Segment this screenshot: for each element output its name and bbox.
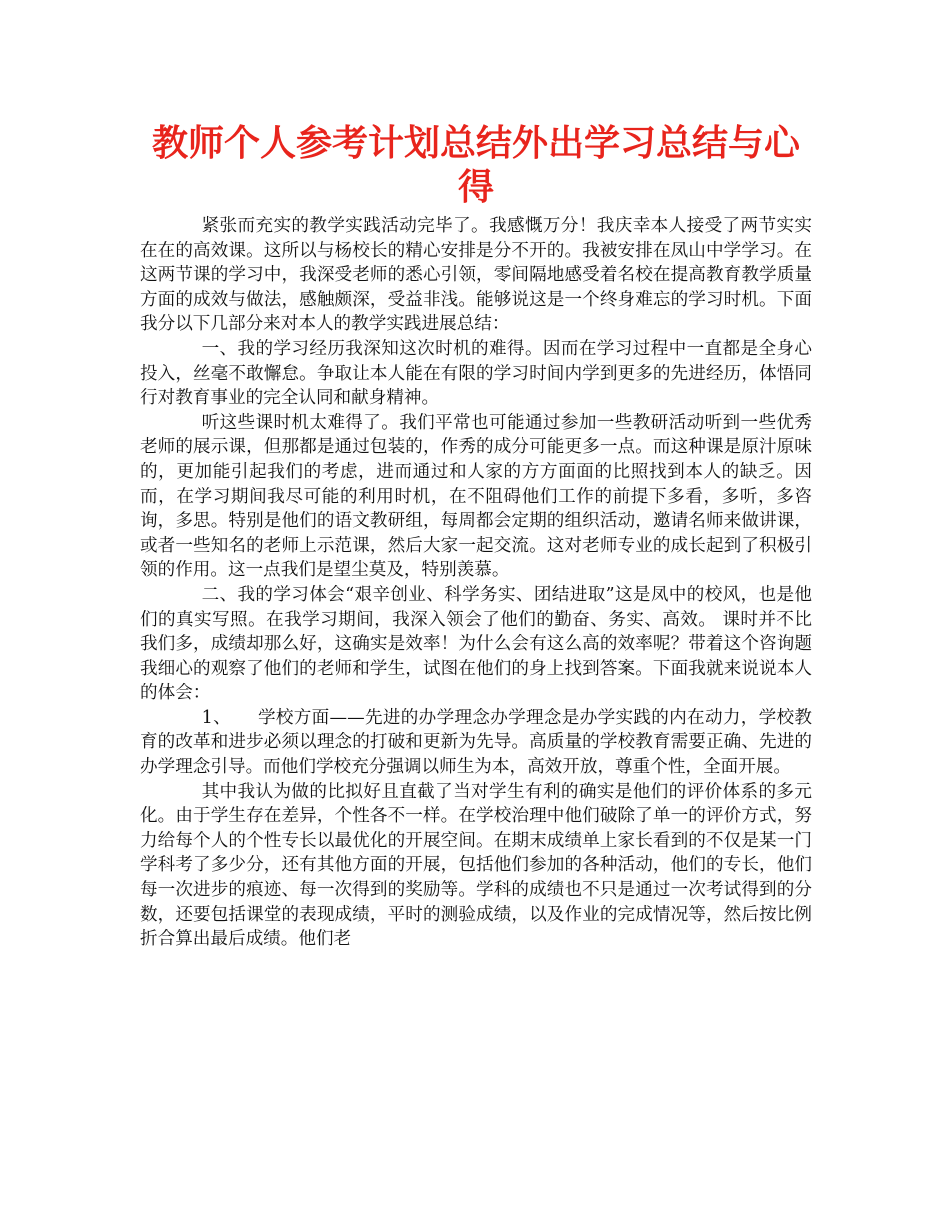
paragraph: 二、我的学习体会“艰辛创业、科学务实、团结进取”这是凤中的校风，也是他们的真实写照。在我学习期间，我深入领会了他们的勤奋、务实、高效。 课时并不比我们多，成绩却那么好，这确实是效率！为什么会有这么高的效率呢？带着这个咨询题我细心的观察了他们的老师和学生，试图在他们的身上找到答案。下面我就来说说本人的体会： [140, 584, 812, 704]
document-title: 教师个人参考计划总结外出学习总结与心得 [151, 123, 800, 208]
document-body [140, 214, 812, 952]
paragraph: 1、 学校方面——先进的办学理念办学理念是办学实践的内在动力，学校教育的改革和进步必须以理念的打破和更新为先导。高质量的学校教育需要正确、先进的办学理念引导。而他们学校充分强调以师生为本，高效开放，尊重个性，全面开展。 [140, 707, 812, 778]
paragraph: 听这些课时机太难得了。我们平常也可能通过参加一些教研活动听到一些优秀老师的展示课，但那都是通过包装的，作秀的成分可能更多一点。而这种课是原汁原味的，更加能引起我们的考虑，进而通过和人家的方方面面的比照找到本人的缺乏。因而，在学习期间我尽可能的利用时机，在不阻碍他们工作的前提下多看，多听，多咨询，多思。特别是他们的语文教研组，每周都会定期的组织活动，邀请名师来做讲课，或者一些知名的老师上示范课，然后大家一起交流。这对老师专业的成长起到了积极引领的作用。这一点我们是望尘莫及，特别羡慕。 [140, 412, 812, 581]
paragraph: 一、我的学习经历我深知这次时机的难得。因而在学习过程中一直都是全身心投入，丝毫不敢懈怠。争取让本人能在有限的学习时间内学到更多的先进经历，体悟同行对教育事业的完全认同和献身精神。 [140, 338, 812, 409]
document-page [140, 122, 812, 952]
paragraph: 其中我认为做的比拟好且直截了当对学生有利的确实是他们的评价体系的多元化。由于学生存在差异，个性各不一样。在学校治理中他们破除了单一的评价方式，努力给每个人的个性专长以最优化的开展空间。在期末成绩单上家长看到的不仅是某一门学科考了多少分，还有其他方面的开展，包括他们参加的各种活动，他们的专长，他们每一次进步的痕迹、每一次得到的奖励等。学科的成绩也不只是通过一次考试得到的分数，还要包括课堂的表现成绩，平时的测验成绩，以及作业的完成情况等，然后按比例折合算出最后成绩。他们老 [140, 781, 812, 950]
paragraph: 紧张而充实的教学实践活动完毕了。我感慨万分！我庆幸本人接受了两节实实在在的高效课。这所以与杨校长的精心安排是分不开的。我被安排在凤山中学学习。在这两节课的学习中，我深受老师的悉心引领，零间隔地感受着名校在提高教育教学质量方面的成效与做法，感触颇深，受益非浅。能够说这是一个终身难忘的学习时机。下面我分以下几部分来对本人的教学实践进展总结： [140, 216, 812, 335]
